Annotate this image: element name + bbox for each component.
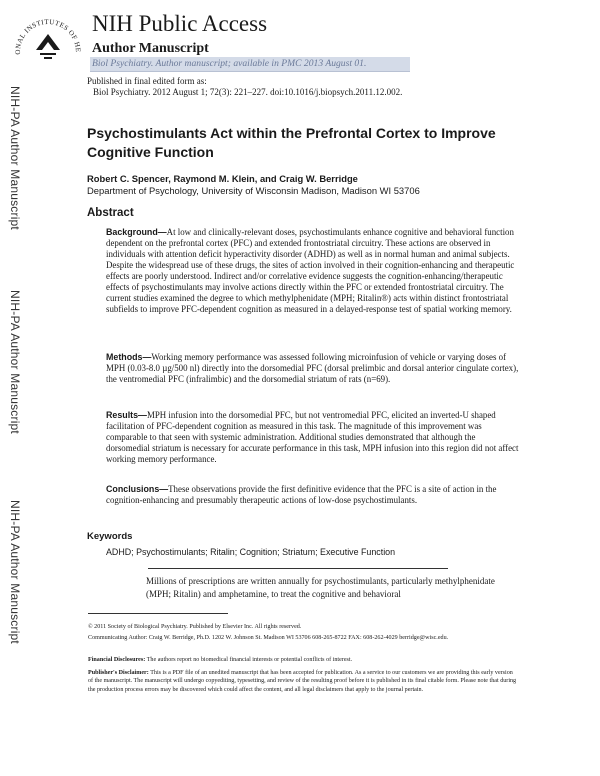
publisher-text: This is a PDF file of an unedited manuscript that has been accepted for publication. As a service to our customers we are providing this early version of the manuscript. The manuscript will undergo copyediting, typesetting, and review of the resulting proof before it is published in its final citable form. Please note that during the production process errors may be discovered which could affect the content, and all legal disclaimers that apply to the journal pertain. bbox=[88, 670, 517, 693]
section-label: Conclusions— bbox=[106, 484, 169, 494]
abstract-background bbox=[106, 227, 521, 315]
section-text: These observations provide the first definitive evidence that the PFC is a site of action in the cognition-enhancing and presumably therapeutic actions of low-dose psychostimulants. bbox=[106, 484, 497, 506]
nih-logo bbox=[10, 10, 86, 70]
publisher-label: Publisher's Disclaimer: bbox=[88, 670, 149, 676]
disclosures-text: The authors report no biomedical financial interests or potential conflicts of interest. bbox=[146, 657, 353, 663]
financial-disclosures bbox=[88, 656, 518, 664]
divider bbox=[148, 568, 448, 569]
side-label-bottom: NIH-PA Author Manuscript bbox=[8, 500, 22, 644]
corresponding-author: Communicating Author: Craig W. Berridge, Ph.D. 1202 W. Johnson St. Madison WI 53706 608-265-8722 FAX: 608-262-4029 berridge@wisc.edu. bbox=[88, 635, 449, 641]
svg-text:NATIONAL INSTITUTES OF HEALTH bbox=[10, 10, 82, 55]
footnote-divider bbox=[88, 613, 228, 614]
section-text: At low and clinically-relevant doses, psychostimulants enhance cognitive and behavioral function dependent on the prefrontal cortex (PFC) and extended frontostriatal circuitry. These actions are observed in individuals with attention deficit hyperactivity disorder (ADHD) as well as in normal human and animal subjects. Despite the widespread use of these drugs, the sites of action involved in their cognition-enhancing and therapeutic effects are poorly understood. Indirect and/or correlative evidence suggests the cognition-enhancing/therapeutic effects of psychostimulants may involve actions directly within the PFC or extended frontostriatal circuitry. The current studies examined the degree to which methylphenidate (MPH; Ritalin®) acts within distinct frontostriatal subfields to improve PFC-dependent cognition as measured in a delayed-response test of spatial working memory. bbox=[106, 227, 515, 315]
section-label: Background— bbox=[106, 227, 167, 237]
keywords-list: ADHD; Psychostimulants; Ritalin; Cognition; Striatum; Executive Function bbox=[106, 547, 396, 557]
published-label: Published in final edited form as: bbox=[87, 76, 207, 86]
availability-note: Biol Psychiatry. Author manuscript; available in PMC 2013 August 01. bbox=[92, 58, 367, 69]
article-title: Psychostimulants Act within the Prefrontal Cortex to Improve Cognitive Function bbox=[87, 125, 496, 160]
abstract-methods bbox=[106, 352, 521, 385]
citation: Biol Psychiatry. 2012 August 1; 72(3): 221–227. doi:10.1016/j.biopsych.2011.12.002. bbox=[93, 87, 403, 97]
abstract-results bbox=[106, 410, 521, 465]
disclosures-label: Financial Disclosures: bbox=[88, 657, 146, 663]
copyright-note: © 2011 Society of Biological Psychiatry. Published by Elsevier Inc. All rights reserved. bbox=[88, 624, 302, 630]
side-label-middle: NIH-PA Author Manuscript bbox=[8, 290, 22, 434]
publisher-disclaimer bbox=[88, 669, 518, 694]
article-authors: Robert C. Spencer, Raymond M. Klein, and Craig W. Berridge bbox=[87, 173, 358, 184]
section-text: MPH infusion into the dorsomedial PFC, but not ventromedial PFC, elicited an inverted-U shaped facilitation of PFC-dependent cognition as measured in this task. The magnitude of this improvement was comparable to that seen with systemic administration. Additional studies demonstrated that although the dorsomedial striatum is necessary for accurate performance in this task, MPH infusion into this region did not affect working memory performance. bbox=[106, 410, 519, 465]
section-label: Methods— bbox=[106, 352, 152, 362]
article-affiliation: Department of Psychology, University of Wisconsin Madison, Madison WI 53706 bbox=[87, 185, 420, 196]
header-title: NIH Public Access bbox=[92, 11, 268, 36]
keywords-heading: Keywords bbox=[87, 531, 133, 542]
section-label: Results— bbox=[106, 410, 147, 420]
header-subtitle: Author Manuscript bbox=[92, 41, 209, 56]
side-label-top: NIH-PA Author Manuscript bbox=[8, 86, 22, 230]
section-text: Working memory performance was assessed following microinfusion of vehicle or varying doses of MPH (0.03-8.0 µg/500 nl) directly into the dorsomedial PFC (dorsal prelimbic and dorsal anterior cingulate cortex), the ventromedial PFC (infralimbic) and the dorsomedial striatum of rats (n=69). bbox=[106, 352, 519, 385]
nih-seal-text: ONAL INSTITUTES OF HE bbox=[13, 17, 83, 55]
intro-paragraph: Millions of prescriptions are written annually for psychostimulants, particularly methylphenidate (MPH; Ritalin) and amphetamine, to treat the cognitive and behavioral bbox=[146, 576, 495, 599]
abstract-conclusions bbox=[106, 484, 521, 506]
abstract-heading: Abstract bbox=[87, 207, 134, 219]
nih-seal-icon bbox=[10, 10, 86, 70]
